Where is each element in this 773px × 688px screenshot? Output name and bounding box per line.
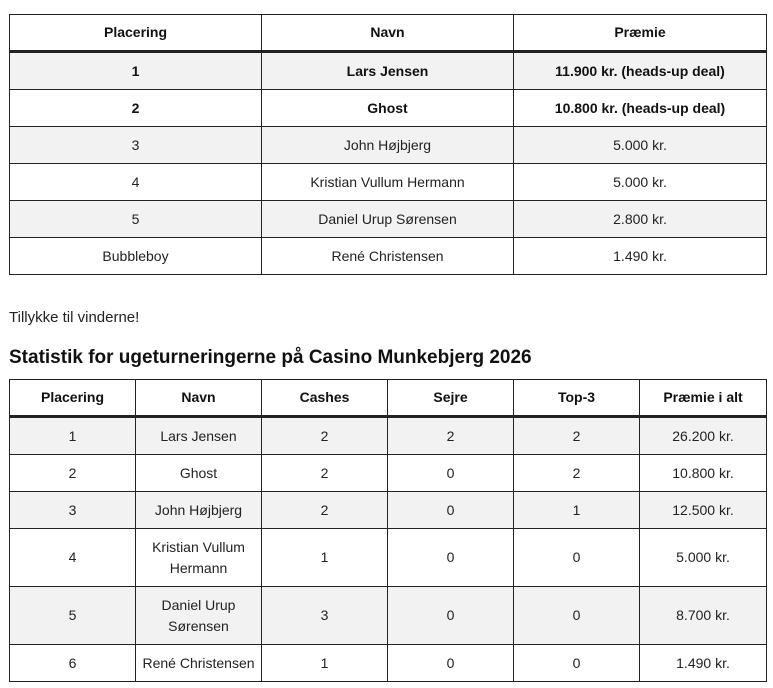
column-header-placering: Placering (10, 380, 136, 417)
table-row (10, 645, 767, 682)
top3-cell: 1 (514, 492, 640, 529)
table-row (10, 238, 767, 275)
cashes-cell: 1 (262, 529, 388, 587)
name-cell: Ghost (136, 455, 262, 492)
total-prize-cell: 5.000 kr. (640, 529, 767, 587)
prize-cell: 2.800 kr. (514, 201, 767, 238)
place-cell: 2 (10, 455, 136, 492)
name-cell: Ghost (262, 90, 514, 127)
cashes-cell: 2 (262, 455, 388, 492)
wins-cell: 0 (388, 455, 514, 492)
name-cell: René Christensen (262, 238, 514, 275)
stats-heading: Statistik for ugeturneringerne på Casino Munkebjerg 2026 (9, 347, 532, 368)
prize-cell: 5.000 kr. (514, 164, 767, 201)
name-cell: Lars Jensen (136, 417, 262, 455)
total-prize-cell: 8.700 kr. (640, 587, 767, 645)
table-row (10, 127, 767, 164)
name-cell: Kristian Vullum Hermann (136, 529, 262, 587)
table-header-row (10, 15, 767, 52)
wins-cell: 0 (388, 492, 514, 529)
column-header-praemie: Præmie (514, 15, 767, 52)
total-prize-cell: 10.800 kr. (640, 455, 767, 492)
top3-cell: 0 (514, 645, 640, 682)
column-header-placering: Placering (10, 15, 262, 52)
table-row (10, 201, 767, 238)
total-prize-cell: 1.490 kr. (640, 645, 767, 682)
table-row (10, 587, 767, 645)
table-row (10, 90, 767, 127)
place-cell: 5 (10, 201, 262, 238)
total-prize-cell: 12.500 kr. (640, 492, 767, 529)
top3-cell: 2 (514, 417, 640, 455)
place-cell: 6 (10, 645, 136, 682)
top3-cell: 0 (514, 587, 640, 645)
cashes-cell: 1 (262, 645, 388, 682)
column-header-praemie-i-alt: Præmie i alt (640, 380, 767, 417)
place-cell: 5 (10, 587, 136, 645)
table-row (10, 52, 767, 90)
place-cell: 3 (10, 492, 136, 529)
column-header-navn: Navn (136, 380, 262, 417)
congrats-text: Tillykke til vinderne! (9, 309, 140, 326)
wins-cell: 2 (388, 417, 514, 455)
place-cell: Bubbleboy (10, 238, 262, 275)
column-header-cashes: Cashes (262, 380, 388, 417)
table-header-row (10, 380, 767, 417)
cashes-cell: 3 (262, 587, 388, 645)
prize-cell: 1.490 kr. (514, 238, 767, 275)
name-cell: John Højbjerg (262, 127, 514, 164)
name-cell: Daniel Urup Sørensen (262, 201, 514, 238)
prize-cell: 5.000 kr. (514, 127, 767, 164)
column-header-sejre: Sejre (388, 380, 514, 417)
top3-cell: 0 (514, 529, 640, 587)
place-cell: 1 (10, 52, 262, 90)
place-cell: 2 (10, 90, 262, 127)
name-cell: Daniel Urup Sørensen (136, 587, 262, 645)
cashes-cell: 2 (262, 417, 388, 455)
place-cell: 4 (10, 529, 136, 587)
wins-cell: 0 (388, 587, 514, 645)
column-header-navn: Navn (262, 15, 514, 52)
name-cell: Kristian Vullum Hermann (262, 164, 514, 201)
table-row (10, 164, 767, 201)
table-row (10, 417, 767, 455)
place-cell: 4 (10, 164, 262, 201)
place-cell: 1 (10, 417, 136, 455)
stats-table (9, 379, 767, 682)
cashes-cell: 2 (262, 492, 388, 529)
wins-cell: 0 (388, 645, 514, 682)
name-cell: John Højbjerg (136, 492, 262, 529)
name-cell: Lars Jensen (262, 52, 514, 90)
table-row (10, 455, 767, 492)
column-header-top3: Top-3 (514, 380, 640, 417)
prize-cell: 10.800 kr. (heads-up deal) (514, 90, 767, 127)
prize-cell: 11.900 kr. (heads-up deal) (514, 52, 767, 90)
total-prize-cell: 26.200 kr. (640, 417, 767, 455)
results-table (9, 14, 767, 275)
name-cell: René Christensen (136, 645, 262, 682)
top3-cell: 2 (514, 455, 640, 492)
wins-cell: 0 (388, 529, 514, 587)
place-cell: 3 (10, 127, 262, 164)
table-row (10, 529, 767, 587)
table-row (10, 492, 767, 529)
